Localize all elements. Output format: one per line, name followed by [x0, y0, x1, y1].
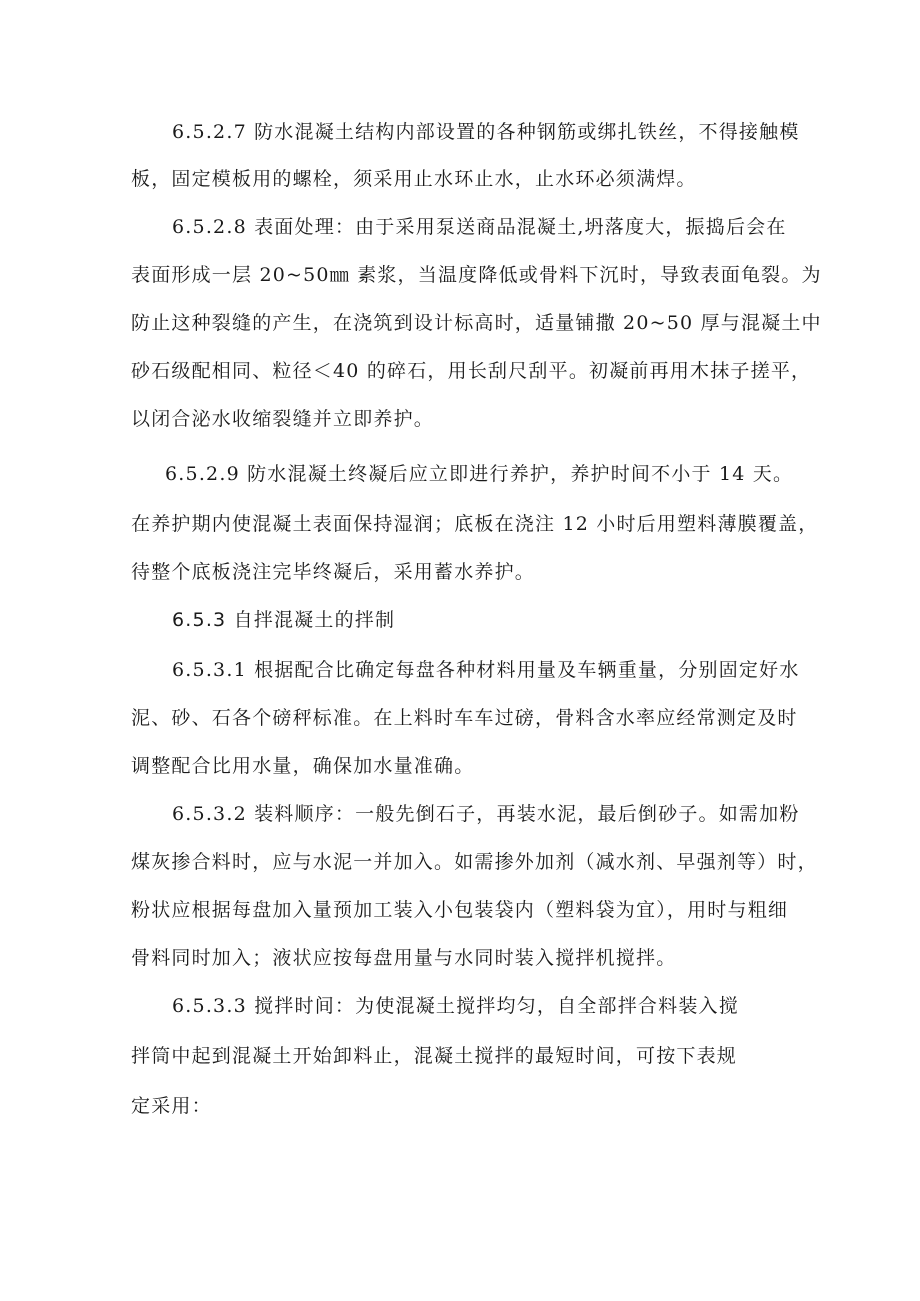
text-line-6-5-2-8-a: 6.5.2.8 表面处理：由于采用泵送商品混凝土,坍落度大，振捣后会在: [172, 216, 787, 238]
text-line-6-5-3-2-a: 6.5.3.2 装料顺序：一般先倒石子，再装水泥，最后倒砂子。如需加粉: [172, 803, 800, 825]
text-line-6-5-3-1-b: 泥、砂、石各个磅秤标准。在上料时车车过磅，骨料含水率应经常测定及时: [131, 707, 798, 729]
text-line-6-5-3-2-b: 煤灰掺合料时，应与水泥一并加入。如需掺外加剂（减水剂、早强剂等）时，: [131, 851, 818, 873]
text-line-6-5-3-3-b: 拌筒中起到混凝土开始卸料止，混凝土搅拌的最短时间，可按下表规: [131, 1045, 738, 1067]
text-line-6-5-3-3-c: 定采用：: [131, 1095, 212, 1117]
text-line-6-5-2-8-c: 防止这种裂缝的产生，在浇筑到设计标高时，适量铺撒 20~50 厚与混凝土中: [131, 312, 822, 334]
text-line-6-5-3-2-d: 骨料同时加入；液状应按每盘用量与水同时装入搅拌机搅拌。: [131, 947, 677, 969]
text-line-6-5-2-7-b: 板，固定模板用的螺栓，须采用止水环止水，止水环必须满焊。: [131, 168, 697, 190]
text-line-6-5-2-9-c: 待整个底板浇注完毕终凝后，采用蓄水养护。: [131, 561, 536, 583]
text-line-6-5-2-9-a: 6.5.2.9 防水混凝土终凝后应立即进行养护，养护时间不小于 14 天。: [165, 463, 794, 485]
text-line-6-5-2-8-e: 以闭合泌水收缩裂缝并立即养护。: [131, 408, 435, 430]
section-heading-6-5-3: 6.5.3 自拌混凝土的拌制: [172, 609, 396, 631]
text-line-6-5-3-1-a: 6.5.3.1 根据配合比确定每盘各种材料用量及车辆重量，分别固定好水: [172, 659, 800, 681]
text-line-6-5-3-2-c: 粉状应根据每盘加入量预加工装入小包装袋内（塑料袋为宜），用时与粗细: [131, 899, 789, 921]
text-line-6-5-2-9-b: 在养护期内使混凝土表面保持湿润；底板在浇注 12 小时后用塑料薄膜覆盖，: [131, 513, 819, 535]
text-line-6-5-3-1-c: 调整配合比用水量，确保加水量准确。: [131, 755, 475, 777]
text-line-6-5-2-8-d: 砂石级配相同、粒径＜40 的碎石，用长刮尺刮平。初凝前再用木抹子搓平，: [131, 360, 812, 382]
text-line-6-5-2-8-b: 表面形成一层 20~50㎜ 素浆，当温度降低或骨料下沉时，导致表面龟裂。为: [131, 264, 822, 286]
text-line-6-5-2-7-a: 6.5.2.7 防水混凝土结构内部设置的各种钢筋或绑扎铁丝，不得接触模: [172, 121, 800, 143]
text-line-6-5-3-3-a: 6.5.3.3 搅拌时间：为使混凝土搅拌均匀，自全部拌合料装入搅: [172, 995, 739, 1017]
